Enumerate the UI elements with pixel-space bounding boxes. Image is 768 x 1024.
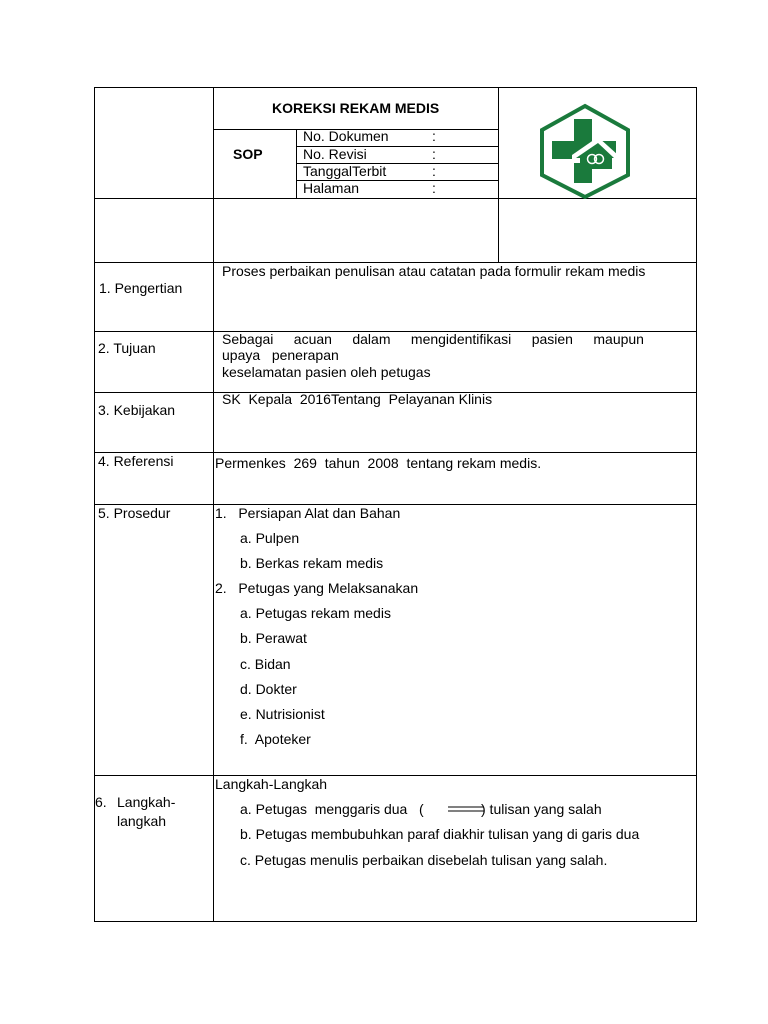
tujuan-word: pasien [531,331,573,347]
langkah-label-line2: langkah [117,813,167,829]
meta-no-revisi-sep: : [432,146,436,162]
tujuan-word: Sebagai [222,331,274,347]
meta-tanggal-terbit-sep: : [432,163,436,179]
meta-no-revisi: No. Revisi [303,146,367,162]
langkah-item-a-prefix: a. Petugas menggaris dua ( [240,801,424,817]
kebijakan-text: SK Kepala 2016Tentang Pelayanan Klinis [222,391,493,407]
list-item: d. Dokter [240,681,297,697]
referensi-text: Permenkes 269 tahun 2008 tentang rekam medis. [215,455,542,471]
list-item: f. Apoteker [240,731,311,747]
double-line-icon [446,803,486,817]
tujuan-word: maupun [593,331,644,347]
puskesmas-logo-icon [538,103,632,199]
tujuan-word: dalam [352,331,391,347]
meta-no-dokumen-sep: : [432,128,436,144]
list-item: b. Perawat [240,630,307,646]
meta-tanggal-terbit: TanggalTerbit [303,163,387,179]
list-item: a. Petugas rekam medis [240,605,391,621]
langkah-label-number: 6. [95,794,107,810]
list-item: 2. Petugas yang Melaksanakan [215,580,419,596]
list-item: b. Berkas rekam medis [240,555,384,571]
prosedur-label: 5. Prosedur [98,505,171,521]
langkah-heading: Langkah-Langkah [215,776,328,792]
document-title: KOREKSI REKAM MEDIS [272,100,440,116]
sop-label: SOP [233,146,263,162]
referensi-label: 4. Referensi [98,453,174,469]
tujuan-word: mengidentifikasi [410,331,512,347]
list-item: e. Nutrisionist [240,706,325,722]
meta-halaman-sep: : [432,180,436,196]
pengertian-label: 1. Pengertian [99,280,183,296]
list-item: c. Bidan [240,656,291,672]
langkah-item-a-suffix: ) tulisan yang salah [481,801,602,817]
tujuan-text-line1 [222,331,644,348]
meta-no-dokumen: No. Dokumen [303,128,389,144]
meta-halaman: Halaman [303,180,360,196]
list-item: a. Pulpen [240,530,300,546]
tujuan-label: 2. Tujuan [98,340,156,356]
langkah-label-line1: Langkah- [117,794,176,810]
list-item: 1. Persiapan Alat dan Bahan [215,505,401,521]
tujuan-text-line3: keselamatan pasien oleh petugas [222,364,431,380]
kebijakan-label: 3. Kebijakan [98,402,176,418]
langkah-item-c: c. Petugas menulis perbaikan disebelah tulisan yang salah. [240,852,608,868]
tujuan-word: acuan [293,331,332,347]
langkah-item-b: b. Petugas membubuhkan paraf diakhir tulisan yang di garis dua [240,826,640,842]
pengertian-text: Proses perbaikan penulisan atau catatan pada formulir rekam medis [222,263,646,279]
tujuan-text-line2: upaya penerapan [222,347,339,363]
